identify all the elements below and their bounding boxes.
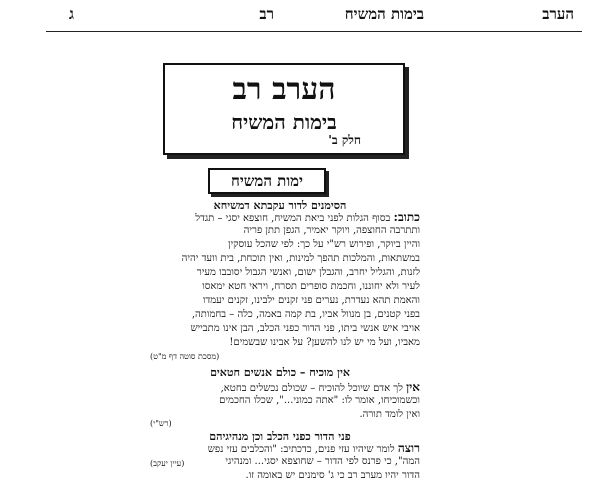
title-part: חלק ב' bbox=[328, 133, 361, 147]
block1-heading: הסימנים לדור עקבתא דמשיחא bbox=[213, 199, 347, 212]
block3-paragraph bbox=[150, 441, 420, 483]
block1-line-5: לעיר ולא יחוננו, וחכמת סופרים תסרח, ויראי חטא ימאסו bbox=[202, 281, 420, 292]
title-subtitle: בימות המשיח bbox=[231, 110, 337, 134]
block1-line-7: בפני קטנים, בן מנוול אביו, בת קמה באמה, כלה – בחמותה, bbox=[191, 309, 420, 320]
title-box bbox=[163, 63, 405, 155]
running-header bbox=[46, 5, 574, 31]
paragraph-line bbox=[150, 441, 420, 455]
block1-line-4: לזנות, והגליל יחרב, והגבלן ישום, ואנשי הגבול יסובבו מעיר bbox=[196, 267, 420, 278]
block3-line-1: המה", כי פרנס לפי הדור – שחוצפא יסגי... ומנהיגי bbox=[225, 456, 420, 467]
block2-lead: אין bbox=[406, 380, 420, 394]
header-book: רב bbox=[259, 5, 274, 23]
block3-line-0: לומר שיהיו עזי פנים, כדכתיב: "והכלבים עזי נפש bbox=[207, 444, 395, 455]
block1-line-3: במשתאות, והמלכות תהפך למינות, ואין תוכחת, בית וועד יהיה bbox=[181, 253, 420, 264]
block1-paragraph bbox=[150, 210, 420, 350]
header-section: הערב bbox=[542, 5, 574, 23]
header-rule bbox=[46, 31, 582, 32]
section-box bbox=[208, 168, 326, 194]
block2-line-1: וכשמוכיחו, אומר לו: "אתה כמוני...", שכלו החכמים bbox=[219, 395, 420, 406]
block2-paragraph bbox=[150, 380, 420, 422]
block1-line-1: ותתרבה החוצפה, ויוקר יאמיר, הגפן תתן פריה bbox=[243, 225, 420, 236]
block2-source: (רש"י) bbox=[150, 419, 172, 428]
block3-line-2: הדור יהיו מערב רב כי ג' סימנים יש באומה זו. bbox=[245, 470, 420, 481]
block1-line-6: והאמת תהא נעדרת, נערים פני זקנים ילבינו, זקנים יעמדו bbox=[202, 295, 420, 306]
block2-heading: אין מוכיח – כולם אנשים חטאים bbox=[210, 366, 350, 379]
header-subtitle: בימות המשיח bbox=[344, 5, 424, 23]
block3-lead: רוצה bbox=[397, 441, 420, 455]
section-label: ימות המשיח bbox=[231, 172, 303, 190]
main-title: הערב רב bbox=[232, 72, 336, 107]
header-page-letter: ג bbox=[69, 5, 74, 23]
block2-line-0: לך אדם שיוכל להוכיח – שכולם נכשלים בחטא, bbox=[220, 383, 403, 394]
block1-line-0: בסוף הגלות לפני ביאת המשיח, חוצפא יסגי – תגדל bbox=[195, 213, 391, 224]
paragraph-line bbox=[150, 380, 420, 394]
block1-source: (מסכת סוטה דף מ"ט) bbox=[150, 352, 220, 361]
block2-line-2: ואין לומד תורה. bbox=[359, 409, 420, 420]
block1-line-8: אויבי איש אנשי ביתו, פני הדור כפני הכלב, הבן אינו מתבייש bbox=[190, 323, 420, 334]
block1-line-2: והיין ביוקר, ופירוש רש"י על כך: לפי שהכל עוסקין bbox=[227, 239, 420, 250]
block3-source: (עיין יעקב) bbox=[150, 459, 185, 468]
block3-heading: פני הדור כפני הכלב וכן מנהיגיהם bbox=[209, 430, 351, 443]
paragraph-line bbox=[150, 210, 420, 224]
block1-line-9: מאביו, ועל מי יש לנו להשען? על אבינו שבשמים! bbox=[229, 337, 420, 348]
block1-lead: כתוב: bbox=[393, 210, 420, 224]
